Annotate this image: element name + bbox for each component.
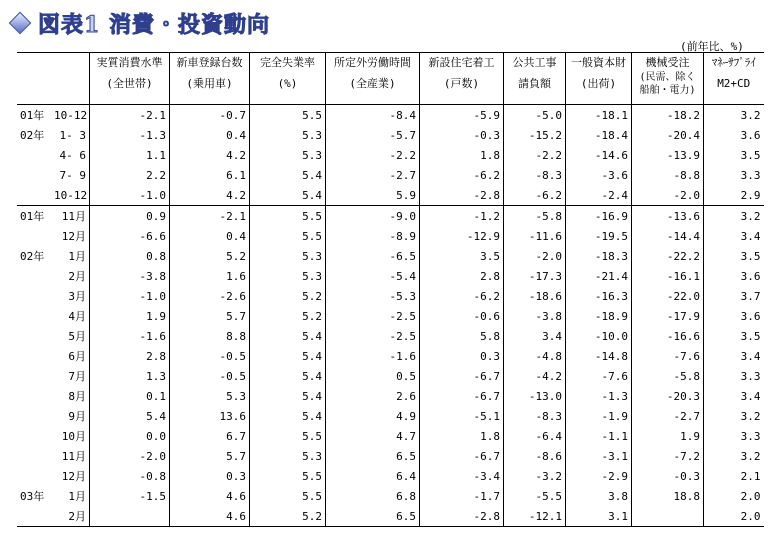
row-period: 8月	[68, 390, 86, 403]
table-cell: 0.5	[326, 366, 420, 386]
row-label	[17, 406, 90, 426]
table-cell: -2.1	[170, 206, 250, 227]
table-row	[17, 446, 764, 466]
column-header-title: 公共工事	[512, 56, 557, 69]
table-cell: -7.6	[566, 366, 632, 386]
table-cell: -2.1	[90, 105, 170, 126]
table-cell: -6.6	[90, 226, 170, 246]
table-cell: -6.2	[420, 286, 504, 306]
table-cell: 3.5	[704, 326, 764, 346]
table-cell: 3.2	[704, 446, 764, 466]
column-header-sub: (%)	[277, 77, 298, 90]
row-period: 1月	[68, 250, 86, 263]
table-row	[17, 466, 764, 486]
table-cell: -8.3	[504, 406, 566, 426]
table-cell: -2.2	[504, 145, 566, 165]
row-label	[17, 426, 90, 446]
column-header	[420, 53, 504, 105]
row-label	[17, 286, 90, 306]
row-label	[17, 145, 90, 165]
table-cell: 5.5	[250, 105, 326, 126]
table-cell: -15.2	[504, 125, 566, 145]
table-cell: -12.1	[504, 506, 566, 527]
row-label	[17, 446, 90, 466]
row-label	[17, 105, 90, 126]
table-cell: -1.5	[90, 486, 170, 506]
table-row	[17, 386, 764, 406]
row-period: 10-12	[54, 109, 88, 122]
diamond-icon	[10, 13, 30, 33]
column-header	[90, 53, 170, 105]
table-cell: -13.0	[504, 386, 566, 406]
table-cell: 1.9	[90, 306, 170, 326]
table-cell: 5.5	[250, 226, 326, 246]
table-cell: -6.7	[420, 386, 504, 406]
column-header	[632, 53, 704, 105]
table-cell: -14.8	[566, 346, 632, 366]
table-row	[17, 346, 764, 366]
table-cell: 3.2	[704, 406, 764, 426]
table-cell: 5.3	[170, 386, 250, 406]
title-text: 図表1 消費・投資動向	[38, 11, 270, 38]
column-header-sub2: 船舶・電力)	[639, 85, 696, 96]
table-cell: 4.2	[170, 145, 250, 165]
column-header-sub: (民需、除く	[639, 72, 696, 83]
row-label	[17, 246, 90, 266]
column-header	[250, 53, 326, 105]
row-period: 12月	[61, 470, 86, 483]
table-cell: 5.5	[250, 426, 326, 446]
table-cell: 1.9	[632, 426, 704, 446]
row-label	[17, 506, 90, 527]
row-period: 3月	[68, 290, 86, 303]
column-header-sub: (出荷)	[580, 77, 617, 90]
table-row	[17, 426, 764, 446]
row-label	[17, 346, 90, 366]
table-cell: 5.4	[250, 346, 326, 366]
table-cell: 4.7	[326, 426, 420, 446]
table-cell: -2.0	[90, 446, 170, 466]
column-header-sub: (全世帯)	[106, 77, 153, 90]
table-cell: 18.8	[632, 486, 704, 506]
table-cell: -4.8	[504, 346, 566, 366]
table-cell: -18.6	[504, 286, 566, 306]
table-cell: -1.3	[90, 125, 170, 145]
table-cell: 3.3	[704, 366, 764, 386]
row-period: 10月	[61, 430, 86, 443]
column-header	[170, 53, 250, 105]
table-row	[17, 366, 764, 386]
table-cell: 5.4	[90, 406, 170, 426]
table-cell: -1.7	[420, 486, 504, 506]
table-cell: 3.8	[566, 486, 632, 506]
table-cell: -6.4	[504, 426, 566, 446]
table-cell: -6.2	[420, 165, 504, 185]
column-header	[566, 53, 632, 105]
row-period: 7- 9	[59, 168, 86, 182]
row-label	[17, 366, 90, 386]
table-cell: -16.9	[566, 206, 632, 227]
table-cell: 5.4	[250, 366, 326, 386]
table-cell: 6.4	[326, 466, 420, 486]
row-label	[17, 306, 90, 326]
column-header-title: 実質消費水準	[96, 56, 163, 69]
row-period: 4月	[68, 310, 86, 323]
table-cell: 5.2	[250, 286, 326, 306]
column-header-title: 新車登録台数	[176, 56, 243, 69]
table-cell: 5.9	[326, 185, 420, 206]
table-cell: -0.5	[170, 346, 250, 366]
table-cell: -2.5	[326, 326, 420, 346]
table-cell: -6.7	[420, 366, 504, 386]
table-cell: 3.4	[704, 386, 764, 406]
column-header-title: 一般資本財	[571, 56, 626, 69]
table-cell: -1.3	[566, 386, 632, 406]
table-row	[17, 206, 764, 227]
table-cell: 0.1	[90, 386, 170, 406]
table-cell: -2.9	[566, 466, 632, 486]
table-cell: 4.6	[170, 486, 250, 506]
table-cell: 5.5	[250, 486, 326, 506]
table-row	[17, 125, 764, 145]
table-cell: -5.3	[326, 286, 420, 306]
table-cell: 6.5	[326, 446, 420, 466]
data-table	[17, 52, 764, 527]
table-cell: -3.2	[504, 466, 566, 486]
table-cell: 1.8	[420, 426, 504, 446]
table-cell: -7.6	[632, 346, 704, 366]
table-cell: 5.3	[250, 446, 326, 466]
table-cell: -2.8	[420, 185, 504, 206]
table-cell: 3.7	[704, 286, 764, 306]
table-cell: 5.7	[170, 446, 250, 466]
table-cell: -18.9	[566, 306, 632, 326]
table-cell: 5.4	[250, 406, 326, 426]
table-cell: -0.7	[170, 105, 250, 126]
row-label	[17, 226, 90, 246]
table-cell: 6.7	[170, 426, 250, 446]
table-cell: 0.3	[170, 466, 250, 486]
table-cell: 3.1	[566, 506, 632, 527]
table-cell	[90, 506, 170, 527]
table-row	[17, 506, 764, 527]
row-period: 10-12	[54, 188, 88, 202]
table-cell: -8.8	[632, 165, 704, 185]
table-cell: 3.5	[704, 246, 764, 266]
table-cell: 5.4	[250, 165, 326, 185]
table-cell: -5.9	[420, 105, 504, 126]
row-period: 4- 6	[59, 148, 86, 162]
table-cell: 4.9	[326, 406, 420, 426]
table-cell: -2.0	[632, 185, 704, 206]
column-header-title: 新設住宅着工	[428, 56, 495, 69]
table-cell: -5.7	[326, 125, 420, 145]
table-cell: 6.1	[170, 165, 250, 185]
column-header-sub: 請負額	[518, 77, 551, 90]
table-cell: 5.7	[170, 306, 250, 326]
table-cell: -1.9	[566, 406, 632, 426]
row-period: 1- 3	[59, 129, 86, 142]
unit-note: (前年比、%)	[680, 40, 744, 53]
table-cell: 5.3	[250, 125, 326, 145]
table-cell: -13.9	[632, 145, 704, 165]
table-cell: 3.6	[704, 306, 764, 326]
table-cell: -11.6	[504, 226, 566, 246]
table-cell: 2.8	[90, 346, 170, 366]
table-cell: -22.0	[632, 286, 704, 306]
table-cell: -6.5	[326, 246, 420, 266]
row-label	[17, 326, 90, 346]
table-cell: 8.8	[170, 326, 250, 346]
table-cell: -3.8	[90, 266, 170, 286]
table-cell: -20.3	[632, 386, 704, 406]
table-cell: -3.8	[504, 306, 566, 326]
table-cell: -5.8	[632, 366, 704, 386]
table-cell: -0.3	[632, 466, 704, 486]
table-cell: -2.5	[326, 306, 420, 326]
page-title	[10, 8, 270, 38]
column-header	[504, 53, 566, 105]
table-row	[17, 165, 764, 185]
row-period: 6月	[68, 350, 86, 363]
table-cell: -21.4	[566, 266, 632, 286]
table-row	[17, 486, 764, 506]
table-cell: 3.3	[704, 165, 764, 185]
table-cell	[632, 506, 704, 527]
table-cell: 1.6	[170, 266, 250, 286]
table-cell: -3.1	[566, 446, 632, 466]
table-cell: -5.8	[504, 206, 566, 227]
table-cell: 5.2	[250, 506, 326, 527]
table-cell: -2.0	[504, 246, 566, 266]
row-label	[17, 185, 90, 206]
row-year: 01年	[20, 210, 45, 223]
table-row	[17, 266, 764, 286]
table-cell: -5.4	[326, 266, 420, 286]
table-cell: -18.2	[632, 105, 704, 126]
table-cell: 3.5	[420, 246, 504, 266]
table-row	[17, 226, 764, 246]
table-cell: -2.8	[420, 506, 504, 527]
table-cell: -20.4	[632, 125, 704, 145]
table-cell: 6.5	[326, 506, 420, 527]
table-row	[17, 105, 764, 126]
table-row	[17, 326, 764, 346]
table-cell: -1.6	[90, 326, 170, 346]
table-cell: -13.6	[632, 206, 704, 227]
table-cell: 5.3	[250, 246, 326, 266]
table-cell: -1.6	[326, 346, 420, 366]
row-label	[17, 466, 90, 486]
table-cell: 3.3	[704, 426, 764, 446]
table-cell: 4.6	[170, 506, 250, 527]
table-cell: -5.1	[420, 406, 504, 426]
table-cell: 3.2	[704, 105, 764, 126]
table-cell: -8.6	[504, 446, 566, 466]
table-cell: -2.6	[170, 286, 250, 306]
table-cell: -10.0	[566, 326, 632, 346]
row-period: 11月	[61, 210, 86, 223]
table-cell: 2.0	[704, 486, 764, 506]
table-cell: -16.1	[632, 266, 704, 286]
table-cell: -17.3	[504, 266, 566, 286]
table-cell: 0.4	[170, 226, 250, 246]
row-period: 2月	[68, 270, 86, 283]
row-label	[17, 266, 90, 286]
column-header-title: 所定外労働時間	[334, 56, 411, 69]
table-cell: -5.0	[504, 105, 566, 126]
table-cell: 2.2	[90, 165, 170, 185]
row-period: 5月	[68, 330, 86, 343]
table-cell: -18.3	[566, 246, 632, 266]
table-cell: -2.7	[632, 406, 704, 426]
row-label	[17, 486, 90, 506]
table-cell: 3.4	[504, 326, 566, 346]
table-cell: 4.2	[170, 185, 250, 206]
table-cell: -4.2	[504, 366, 566, 386]
table-cell: 2.8	[420, 266, 504, 286]
table-cell: -3.4	[420, 466, 504, 486]
row-label	[17, 206, 90, 227]
table-cell: 3.6	[704, 125, 764, 145]
table-cell: -2.2	[326, 145, 420, 165]
table-cell: -5.5	[504, 486, 566, 506]
row-label	[17, 125, 90, 145]
column-header-sub: M2+CD	[717, 77, 751, 90]
table-cell: 5.5	[250, 466, 326, 486]
row-period: 12月	[61, 230, 86, 243]
table-cell: 1.1	[90, 145, 170, 165]
table-cell: 2.0	[704, 506, 764, 527]
table-cell: 13.6	[170, 406, 250, 426]
table-cell: -6.2	[504, 185, 566, 206]
table-cell: -3.6	[566, 165, 632, 185]
table-cell: -18.4	[566, 125, 632, 145]
table-cell: 1.8	[420, 145, 504, 165]
table-cell: -22.2	[632, 246, 704, 266]
row-year: 03年	[20, 490, 45, 503]
table-cell: -7.2	[632, 446, 704, 466]
row-period: 7月	[68, 370, 86, 383]
row-label	[17, 165, 90, 185]
column-header-title: 機械受注	[645, 56, 690, 69]
table-cell: 3.5	[704, 145, 764, 165]
table-cell: 3.4	[704, 226, 764, 246]
table-cell: 5.2	[170, 246, 250, 266]
table-row	[17, 286, 764, 306]
table-row	[17, 185, 764, 206]
table-cell: -17.9	[632, 306, 704, 326]
column-header	[326, 53, 420, 105]
row-year: 02年	[20, 250, 45, 263]
table-cell: -16.6	[632, 326, 704, 346]
table-cell: 5.3	[250, 266, 326, 286]
table-cell: 6.8	[326, 486, 420, 506]
table-cell: 2.1	[704, 466, 764, 486]
table-row	[17, 145, 764, 165]
table-row	[17, 246, 764, 266]
table-cell: -1.0	[90, 185, 170, 206]
table-cell: 5.2	[250, 306, 326, 326]
table-row	[17, 306, 764, 326]
table-cell: -0.5	[170, 366, 250, 386]
table-cell: 1.3	[90, 366, 170, 386]
table-cell: 5.8	[420, 326, 504, 346]
table-cell: -0.3	[420, 125, 504, 145]
column-header-sub: (乗用車)	[186, 77, 233, 90]
column-header-sub: (全産業)	[349, 77, 396, 90]
table-cell: -2.4	[566, 185, 632, 206]
table-cell: -6.7	[420, 446, 504, 466]
row-label	[17, 386, 90, 406]
table-cell: -12.9	[420, 226, 504, 246]
table-cell: -18.1	[566, 105, 632, 126]
row-period: 11月	[61, 450, 86, 463]
table-cell: -0.8	[90, 466, 170, 486]
header-corner	[17, 53, 90, 105]
table-cell: 0.3	[420, 346, 504, 366]
table-cell: 2.6	[326, 386, 420, 406]
table-cell: 0.0	[90, 426, 170, 446]
table-cell: -8.4	[326, 105, 420, 126]
row-period: 2月	[68, 510, 86, 523]
table-cell: -1.1	[566, 426, 632, 446]
table-cell: 0.4	[170, 125, 250, 145]
row-year: 01年	[20, 109, 45, 122]
row-period: 9月	[68, 410, 86, 423]
table-cell: -1.0	[90, 286, 170, 306]
row-year: 02年	[20, 129, 45, 142]
table-cell: 3.2	[704, 206, 764, 227]
table-row	[17, 406, 764, 426]
column-header-title: ﾏﾈｰｻﾌﾟﾗｲ	[711, 56, 756, 69]
table-cell: -16.3	[566, 286, 632, 306]
column-header-title: 完全失業率	[260, 56, 315, 69]
table-cell: -2.7	[326, 165, 420, 185]
table-cell: -8.3	[504, 165, 566, 185]
table-cell: 0.9	[90, 206, 170, 227]
table-cell: -14.6	[566, 145, 632, 165]
column-header	[704, 53, 764, 105]
table-cell: 5.5	[250, 206, 326, 227]
table-cell: 5.3	[250, 145, 326, 165]
table-cell: 5.4	[250, 386, 326, 406]
table-cell: 0.8	[90, 246, 170, 266]
table-cell: -0.6	[420, 306, 504, 326]
table-cell: -9.0	[326, 206, 420, 227]
table-cell: -19.5	[566, 226, 632, 246]
table-cell: 5.4	[250, 185, 326, 206]
table-cell: 2.9	[704, 185, 764, 206]
table-cell: -14.4	[632, 226, 704, 246]
table-cell: -1.2	[420, 206, 504, 227]
table-cell: 5.4	[250, 326, 326, 346]
table-cell: -8.9	[326, 226, 420, 246]
table-cell: 3.4	[704, 346, 764, 366]
column-header-sub: (戸数)	[443, 77, 480, 90]
table-cell: 3.6	[704, 266, 764, 286]
row-period: 1月	[68, 490, 86, 503]
